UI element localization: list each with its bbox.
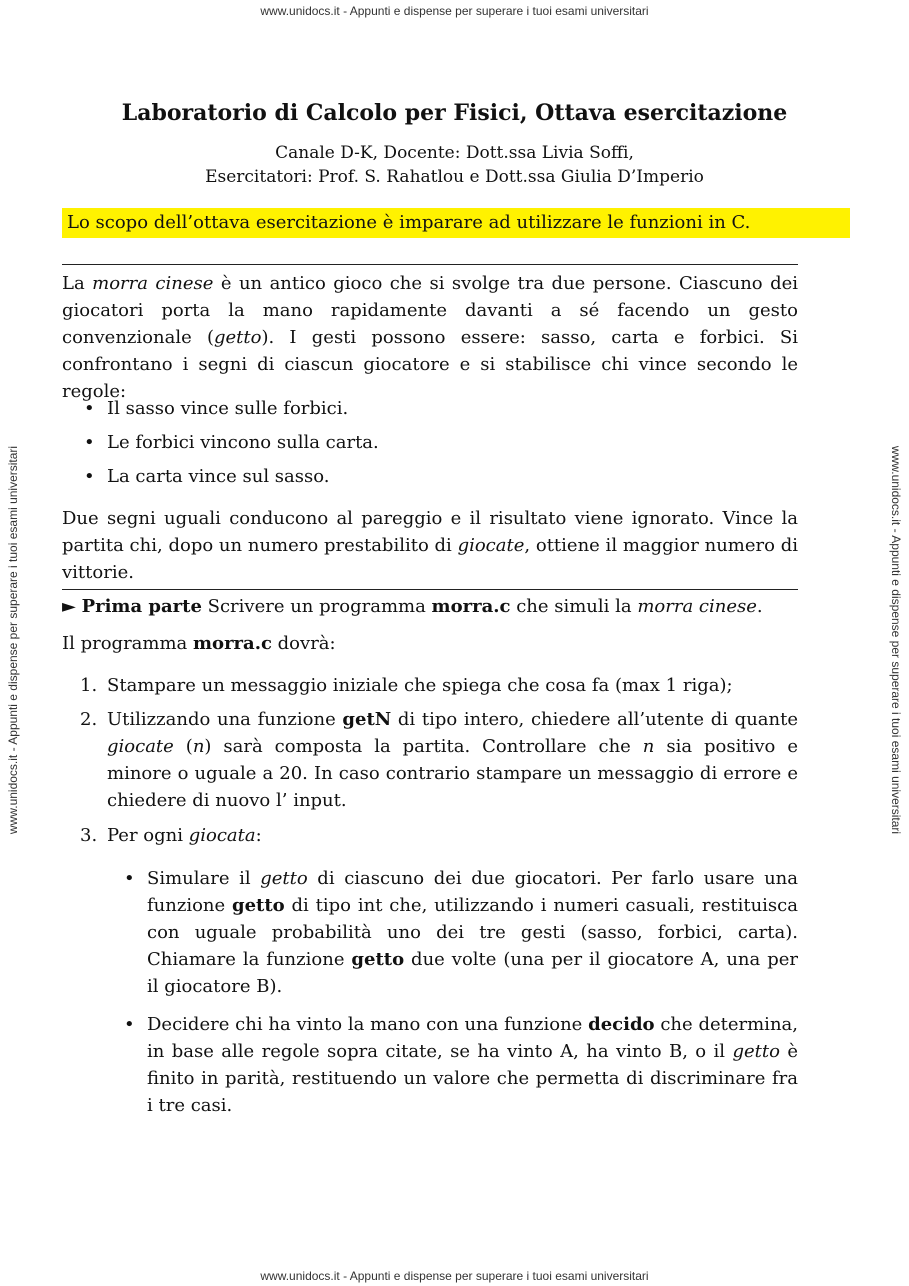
outro-paragraph [62,505,798,586]
step-text: ( [173,736,193,757]
rules-list [62,395,798,497]
substep-text: di ciascuno dei due giocatori. Per farlo usare una funzione [147,868,798,916]
intro-term: getto [213,327,262,348]
instructor-line: Canale D-K, Docente: Dott.ssa Livia Soffi, [275,143,634,163]
part-text: che simuli la [510,596,638,617]
step-text: Utilizzando una funzione [107,709,343,730]
substep-text: Decidere chi ha vinto la mano con una funzione [147,1014,589,1035]
step-item [62,672,798,706]
step-term: giocata [188,825,256,846]
step-number: 1. [80,675,98,696]
substep-text: è finito in parità, restituendo un valore che permetta di discriminare fra i tre casi. [147,1041,799,1116]
program-text: dovrà: [271,633,336,654]
document-title: Laboratorio di Calcolo per Fisici, Ottava esercitazione [121,100,788,126]
substep-item [62,865,798,1011]
part-label: Prima parte [81,596,202,617]
substep-term: getto [732,1041,780,1062]
intro-text: La [62,273,93,294]
substep-text: di tipo int che, utilizzando i numeri casuali, restituisca con uguale probabilità uno dei tre gesti (sasso, forbici, carta). Chiamare la funzione [147,895,798,970]
step-item [62,822,798,862]
intro-paragraph [62,270,798,405]
step-number: 2. [80,709,98,730]
part-text: . [756,596,763,617]
variable-n: n [642,736,655,757]
outro-text: , ottiene il maggior numero di vittorie. [62,535,798,583]
watermark-right: www.unidocs.it - Appunti e dispense per superare i tuoi esami universitari [889,445,903,835]
program-name: morra.c [431,596,511,617]
function-name: getto [351,949,405,970]
watermark-top: www.unidocs.it - Appunti e dispense per superare i tuoi esami universitari [260,4,649,18]
substep-item [62,1011,798,1119]
substep-text: due volte (una per il giocatore A, una per il giocatore B). [147,949,798,997]
outro-term: giocate [457,535,525,556]
steps-list [62,672,798,862]
step-text: Per ogni [107,825,189,846]
intro-term: morra cinese [92,273,214,294]
substeps-list [62,865,798,1119]
goal-highlight: Lo scopo dell’ottava esercitazione è imparare ad utilizzare le funzioni in C. [62,208,850,238]
step-number: 3. [80,825,98,846]
intro-text: ). I gesti possono essere: sasso, carta e forbici. Si confrontano i segni di ciascun giocatore e si stabilisce chi vince secondo le regole: [62,327,798,402]
function-name: decido [588,1014,655,1035]
watermark-left: www.unidocs.it - Appunti e dispense per superare i tuoi esami universitari [6,445,20,835]
watermark-bottom: www.unidocs.it - Appunti e dispense per superare i tuoi esami universitari [260,1269,649,1283]
horizontal-rule [62,264,798,265]
outro-text: Due segni uguali conducono al pareggio e il risultato viene ignorato. Vince la partita chi, dopo un numero prestabilito di [62,508,798,556]
substep-term: getto [260,868,308,889]
intro-text: è un antico gioco che si svolge tra due persone. Ciascuno dei giocatori porta la mano rapidamente davanti a sé facendo un gesto convenzionale ( [62,273,799,348]
part-heading [62,593,798,620]
list-item: • La carta vince sul sasso. [62,463,798,497]
function-name: getto [232,895,285,916]
part-text: Scrivere un programma [201,596,432,617]
step-text: ) sarà composta la partita. Controllare che [204,736,643,757]
triangle-marker-icon: ► [62,596,76,617]
list-item: • Le forbici vincono sulla carta. [62,429,798,463]
step-item [62,706,798,822]
step-term: giocate [107,736,174,757]
assistants-line: Esercitatori: Prof. S. Rahatlou e Dott.ssa Giulia D’Imperio [205,167,704,187]
program-intro [62,630,798,657]
substep-text: che determina, in base alle regole sopra citate, se ha vinto A, ha vinto B, o il [147,1014,798,1062]
document-subtitle [0,141,909,189]
part-term: morra cinese [637,596,757,617]
variable-n: n [192,736,205,757]
horizontal-rule [62,589,798,590]
list-item: • Il sasso vince sulle forbici. [62,395,798,429]
step-text: sia positivo e minore o uguale a 20. In caso contrario stampare un messaggio di errore e chiedere di nuovo l’ input. [107,736,798,811]
function-name: getN [342,709,392,730]
substep-text: Simulare il [147,868,261,889]
step-text: Stampare un messaggio iniziale che spiega che cosa fa (max 1 riga); [107,675,733,696]
step-text: : [255,825,262,846]
step-text: di tipo intero, chiedere all’utente di quante [391,709,798,730]
program-text: Il programma [62,633,194,654]
program-name: morra.c [193,633,272,654]
